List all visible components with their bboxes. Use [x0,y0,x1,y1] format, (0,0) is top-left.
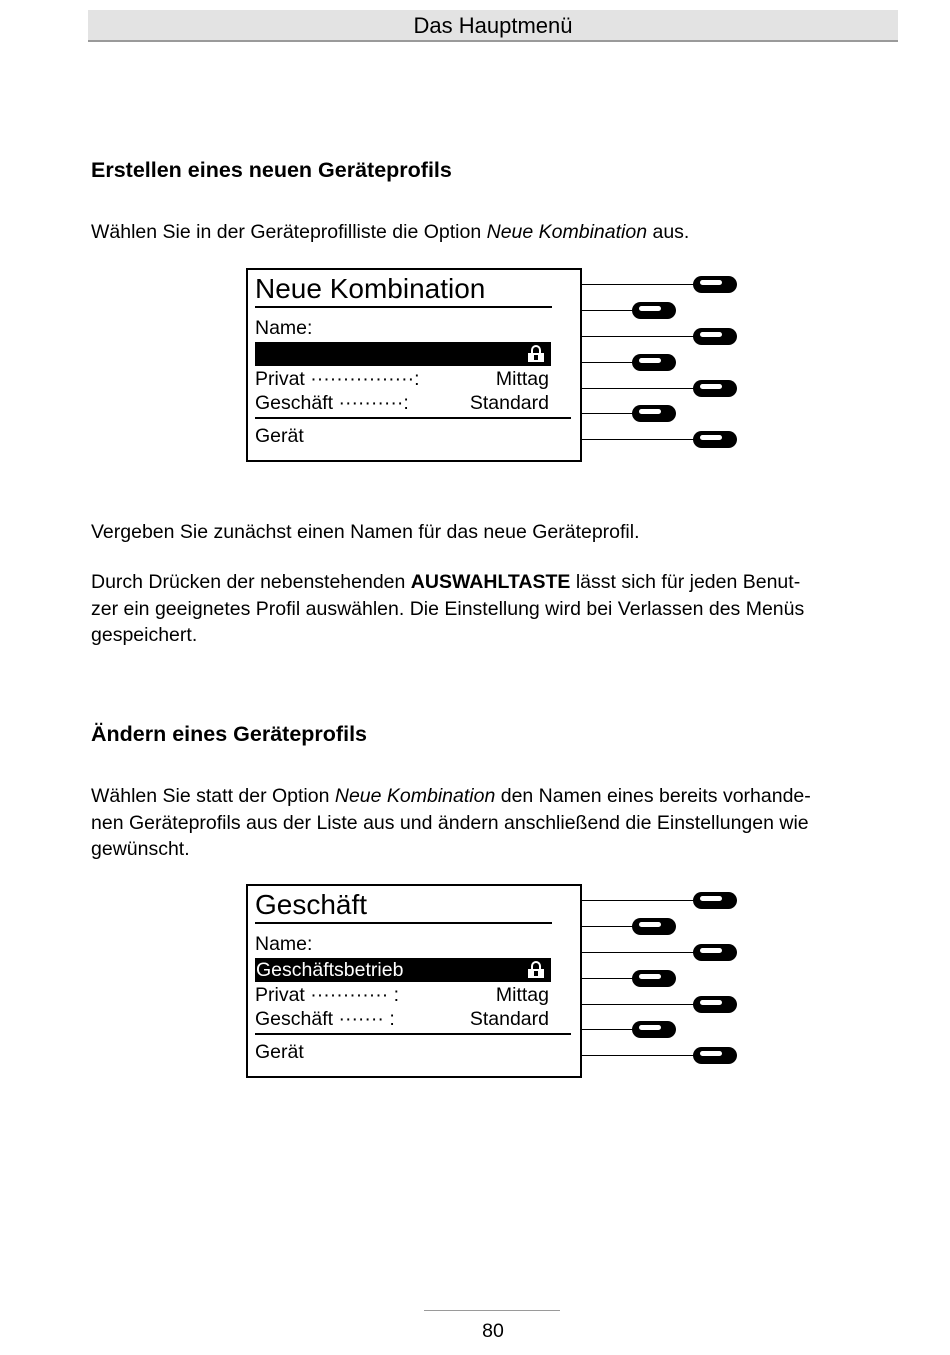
lock-icon [523,345,549,363]
footer-divider [424,1310,560,1311]
display-row-privat[interactable]: Privat ················: Mittag [255,368,549,390]
name-label: Name: [255,317,313,339]
softkey-icon[interactable] [693,892,737,909]
softkey-icon[interactable] [693,1047,737,1064]
name-input-field[interactable] [255,342,551,366]
paragraph-auswahltaste: Durch Drücken der nebenstehenden AUSWAHLTASTE lässt sich für jeden Benut- zer ein geeignetes Profil auswählen. Die Einstellung wird bei Verlassen des Menüs gespeichert. [91,571,805,646]
display-row-geschaeft[interactable]: Geschäft ··········: Standard [255,392,549,414]
phone-display-new-profile [246,268,582,462]
display-footer: Gerät [255,425,304,447]
header-title: Das Hauptmenü [413,13,573,38]
display-row-geschaeft[interactable]: Geschäft ······· : Standard [255,1008,549,1030]
page-number: 80 [482,1320,504,1342]
paragraph-name: Vergeben Sie zunächst einen Namen für das neue Geräteprofil. [91,521,640,543]
softkey-icon[interactable] [693,380,737,397]
side-keys-2 [580,884,750,1074]
softkey-icon[interactable] [693,431,737,448]
side-keys-1 [580,268,750,458]
name-input-field[interactable]: Geschäftsbetrieb [255,958,551,982]
softkey-icon[interactable] [693,944,737,961]
name-label: Name: [255,933,313,955]
page-header [88,10,898,42]
paragraph-edit-profile: Wählen Sie statt der Option Neue Kombination den Namen eines bereits vorhande- nen Geräteprofils aus der Liste aus und ändern anschließend die Einstellungen wie gewünscht. [91,785,811,860]
softkey-icon[interactable] [632,405,676,422]
display-divider [255,417,571,419]
softkey-icon[interactable] [632,918,676,935]
section-heading-create-profile: Erstellen eines neuen Geräteprofils [91,158,452,182]
section-heading-edit-profile: Ändern eines Geräteprofils [91,722,367,746]
display-footer: Gerät [255,1041,304,1063]
intro-paragraph: Wählen Sie in der Geräteprofilliste die Option Neue Kombination aus. [91,221,690,243]
softkey-icon[interactable] [693,276,737,293]
display-title: Geschäft [255,888,552,924]
softkey-icon[interactable] [632,970,676,987]
softkey-icon[interactable] [632,302,676,319]
display-divider [255,1033,571,1035]
display-title: Neue Kombination [255,272,552,308]
softkey-icon[interactable] [632,354,676,371]
softkey-icon[interactable] [632,1021,676,1038]
softkey-icon[interactable] [693,328,737,345]
phone-display-edit-profile [246,884,582,1078]
lock-icon [523,961,549,979]
display-row-privat[interactable]: Privat ············ : Mittag [255,984,549,1006]
softkey-icon[interactable] [693,996,737,1013]
